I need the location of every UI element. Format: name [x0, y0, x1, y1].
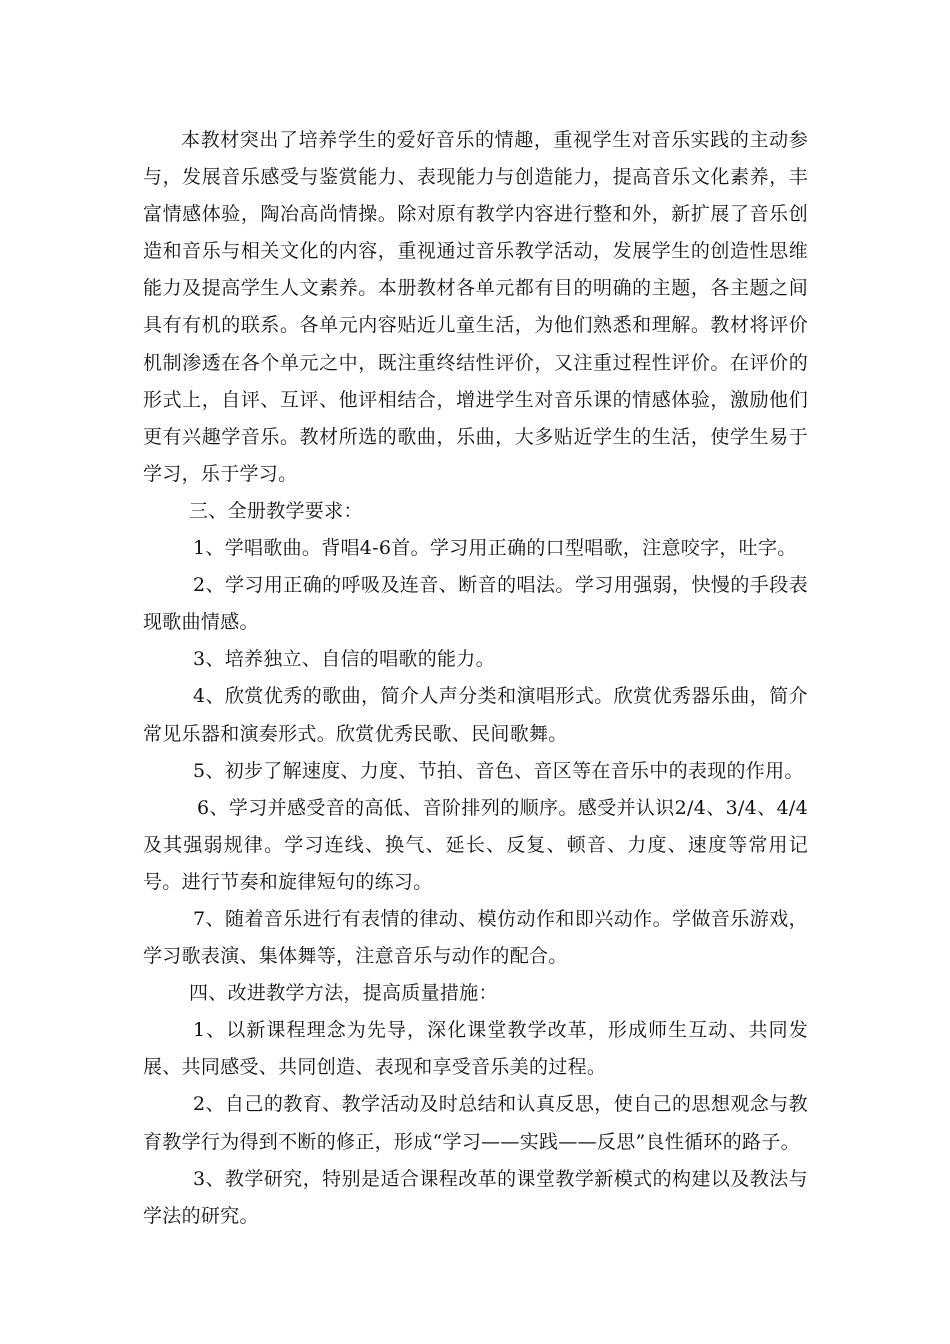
section-heading-4: 四、改进教学方法，提高质量措施： [189, 982, 498, 1005]
measure-item-1: 1、以新课程理念为先导，深化课堂教学改革，形成师生互动、共同发展、共同感受、共同创造、表现和享受音乐美的过程。 [143, 1019, 808, 1079]
requirement-item-5: 5、初步了解速度、力度、节拍、音色、音区等在音乐中的表现的作用。 [193, 759, 804, 782]
requirement-item-6: 6、学习并感受音的高低、音阶排列的顺序。感受并认识2/4、3/4、4/4及其强弱规律。学习连线、换气、延长、反复、顿音、力度、速度等常用记号。进行节奏和旋律短句的练习。 [143, 796, 808, 893]
paragraph-intro: 本教材突出了培养学生的爱好音乐的情趣，重视学生对音乐实践的主动参与，发展音乐感受与鉴赏能力、表现能力与创造能力，提高音乐文化素养，丰富情感体验，陶冶高尚情操。除对原有教学内容进行整和外，新扩展了音乐创造和音乐与相关文化的内容，重视通过音乐教学活动，发展学生的创造性思维能力及提高学生人文素养。本册教材各单元都有目的明确的主题，各主题之间具有有机的联系。各单元内容贴近儿童生活，为他们熟悉和理解。教材将评价机制渗透在各个单元之中，既注重终结性评价，又注重过程性评价。在评价的形式上，自评、互评、他评相结合，增进学生对音乐课的情感体验，激励他们更有兴趣学音乐。教材所选的歌曲，乐曲，大多贴近学生的生活，使学生易于学习，乐于学习。 [143, 129, 808, 485]
requirement-item-4: 4、欣赏优秀的歌曲，简介人声分类和演唱形式。欣赏优秀器乐曲，简介常见乐器和演奏形式。欣赏优秀民歌、民间歌舞。 [143, 685, 808, 745]
measure-item-2: 2、自己的教育、教学活动及时总结和认真反思，使自己的思想观念与教育教学行为得到不断的修正，形成“学习——实践——反思”良性循环的路子。 [143, 1093, 808, 1153]
requirement-item-1: 1、学唱歌曲。背唱4-6首。学习用正确的口型唱歌，注意咬字，吐字。 [193, 537, 797, 560]
document-body [143, 122, 808, 1235]
requirement-item-3: 3、培养独立、自信的唱歌的能力。 [193, 648, 495, 671]
section-heading-3: 三、全册教学要求： [189, 499, 363, 522]
requirement-item-7: 7、随着音乐进行有表情的律动、模仿动作和即兴动作。学做音乐游戏，学习歌表演、集体舞等，注意音乐与动作的配合。 [143, 907, 808, 968]
measure-item-3: 3、教学研究，特别是适合课程改革的课堂教学新模式的构建以及教法与学法的研究。 [143, 1167, 808, 1227]
requirement-item-2: 2、学习用正确的呼吸及连音、断音的唱法。学习用强弱，快慢的手段表现歌曲情感。 [143, 574, 808, 634]
